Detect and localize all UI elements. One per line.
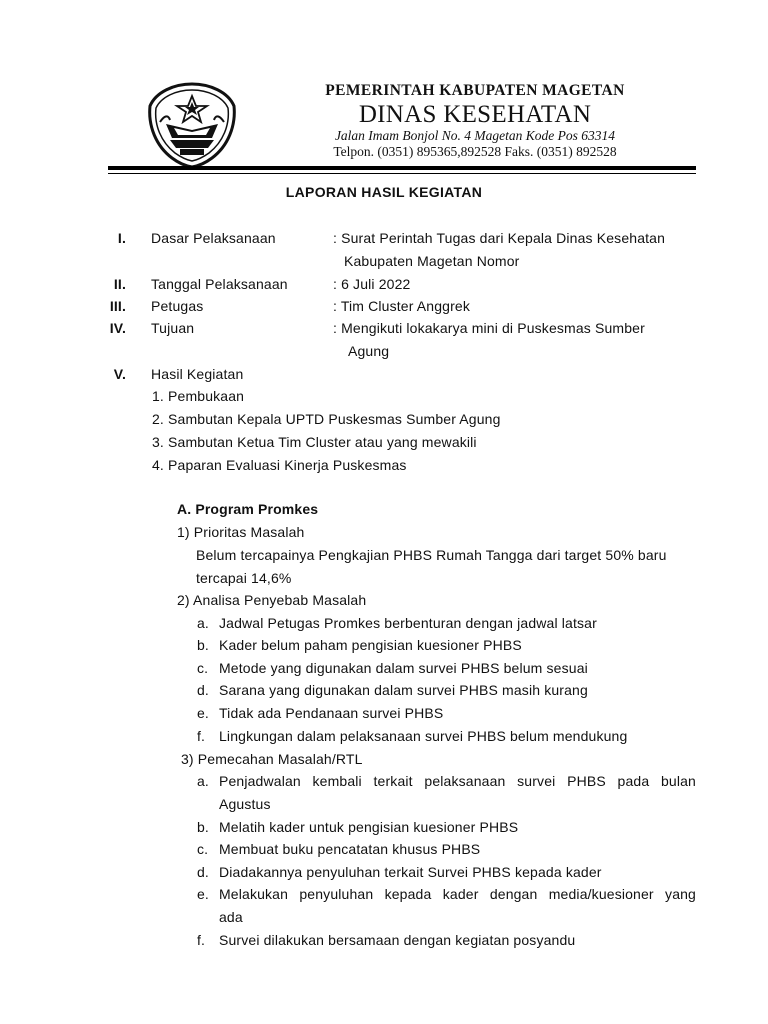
analisa-item-letter: e. [197,705,209,721]
section-number: II. [113,276,126,292]
government-name: PEMERINTAH KABUPATEN MAGETAN [325,82,625,99]
pemecahan-item-text: Survei dilakukan bersamaan dengan kegiatan posyandu [219,932,576,948]
analisa-item-text: Jadwal Petugas Promkes berbenturan dengan jadwal latsar [219,615,597,631]
pemecahan-item-letter: c. [197,841,209,857]
analisa-item-letter: a. [197,615,209,631]
agency-address: Jalan Imam Bonjol No. 4 Magetan Kode Pos 63314 [334,128,616,143]
analisa-item-text: Sarana yang digunakan dalam survei PHBS masih kurang [219,682,588,698]
analisa-item-letter: f. [197,728,206,744]
pemecahan-item-continuation: Agustus [219,796,271,812]
section-number: I. [117,230,126,246]
section-value: : Surat Perintah Tugas dari Kepala Dinas Kesehatan [333,230,666,246]
analisa-item-letter: c. [197,660,209,676]
pemecahan-item-letter: e. [197,886,209,902]
analisa-item-text: Metode yang digunakan dalam survei PHBS belum sesuai [219,660,588,676]
report-title: LAPORAN HASIL KEGIATAN [285,184,483,200]
pemecahan-item-letter: a. [197,773,209,789]
section-label: Tanggal Pelaksanaan [151,276,288,292]
section-number: V. [113,366,126,382]
analisa-item-letter: b. [197,637,209,653]
letterhead-rule-thick [108,166,696,170]
pemecahan-item-letter: f. [197,932,206,948]
section-label: Tujuan [151,320,195,336]
hasil-item: 4. Paparan Evaluasi Kinerja Puskesmas [152,457,407,473]
section-value-continuation: Kabupaten Magetan Nomor [344,253,520,269]
program-heading: A. Program Promkes [177,501,319,517]
section-value-continuation: Agung [348,343,390,359]
hasil-item: 2. Sambutan Kepala UPTD Puskesmas Sumber Agung [152,411,501,427]
analisa-item-text: Lingkungan dalam pelaksanaan survei PHBS belum mendukung [219,728,628,744]
agency-name: DINAS KESEHATAN [358,101,592,128]
prioritas-text: Belum tercapainya Pengkajian PHBS Rumah Tangga dari target 50% baru [196,547,667,563]
magetan-regency-crest-icon [148,82,236,168]
section-label: Hasil Kegiatan [151,366,244,382]
analisa-item-text: Kader belum paham pengisian kuesioner PHBS [219,637,522,653]
section-number: IV. [109,320,126,336]
section-value: : Tim Cluster Anggrek [333,298,470,314]
pemecahan-item-letter: b. [197,819,209,835]
prioritas-heading: 1) Prioritas Masalah [177,524,305,540]
analisa-item-letter: d. [197,682,209,698]
pemecahan-item-letter: d. [197,864,209,880]
pemecahan-item-text: Membuat buku pencatatan khusus PHBS [219,841,481,857]
section-label: Dasar Pelaksanaan [151,230,276,246]
pemecahan-item-text: Melakukan penyuluhan kepada kader dengan media/kuesioner yang [219,886,696,902]
section-value: : 6 Juli 2022 [333,276,411,292]
hasil-item: 3. Sambutan Ketua Tim Cluster atau yang mewakili [152,434,477,450]
pemecahan-item-continuation: ada [219,909,243,925]
pemecahan-heading: 3) Pemecahan Masalah/RTL [181,751,363,767]
agency-phone: Telpon. (0351) 895365,892528 Faks. (0351) 892528 [333,144,617,159]
section-value: : Mengikuti lokakarya mini di Puskesmas Sumber [333,320,645,336]
letterhead-rule-thin [108,173,696,174]
hasil-item: 1. Pembukaan [152,388,245,404]
analisa-heading: 2) Analisa Penyebab Masalah [177,592,367,608]
section-number: III. [109,298,126,314]
pemecahan-item-text: Diadakannya penyuluhan terkait Survei PHBS kepada kader [219,864,602,880]
analisa-item-text: Tidak ada Pendanaan survei PHBS [219,705,444,721]
prioritas-text-continuation: tercapai 14,6% [196,570,292,586]
section-label: Petugas [151,298,204,314]
pemecahan-item-text: Penjadwalan kembali terkait pelaksanaan survei PHBS pada bulan [219,773,696,789]
pemecahan-item-text: Melatih kader untuk pengisian kuesioner PHBS [219,819,519,835]
